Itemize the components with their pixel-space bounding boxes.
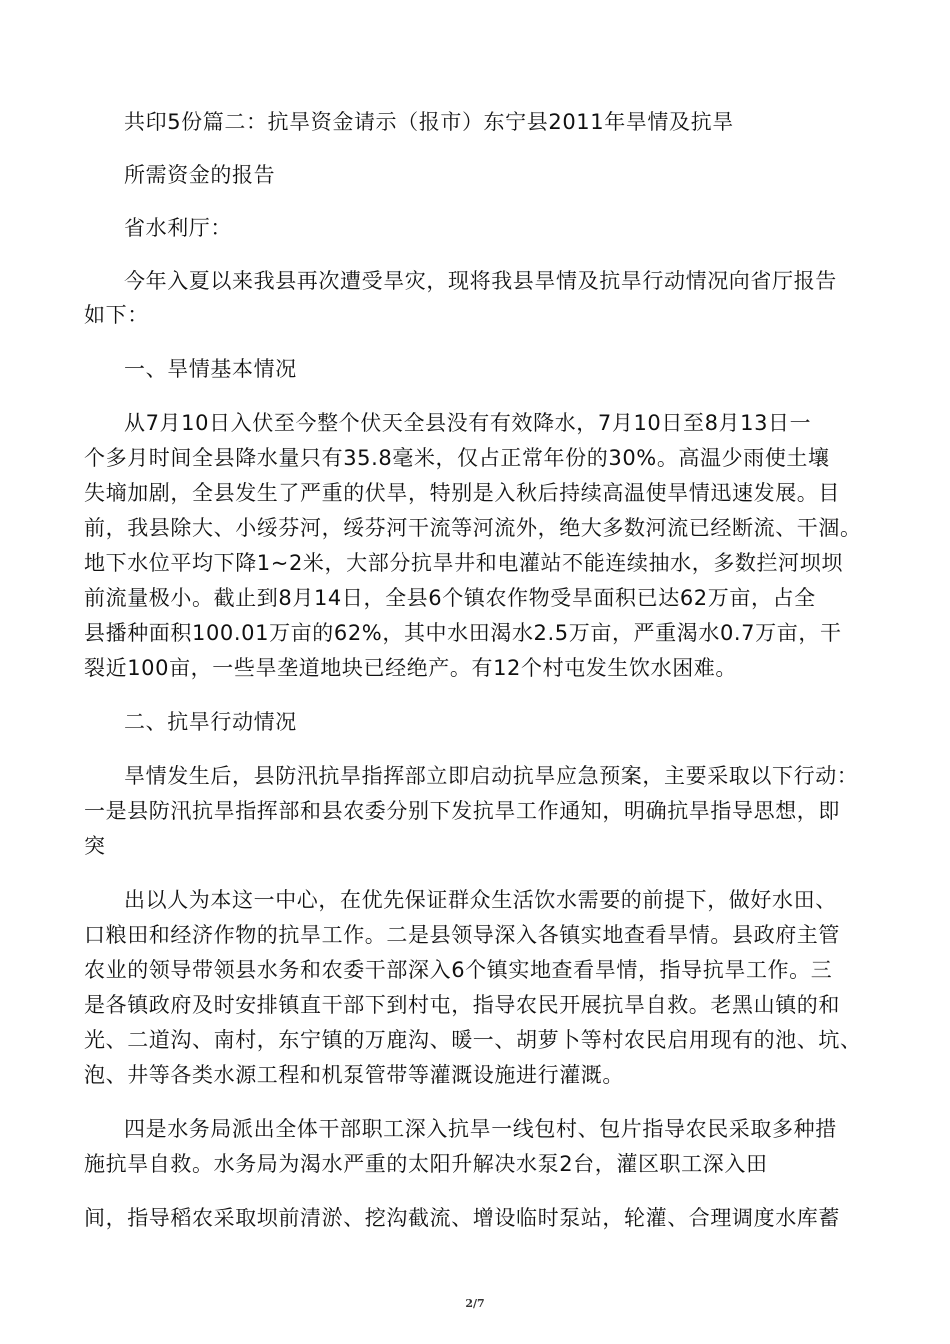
paragraph-line: 四是水务局派出全体干部职工深入抗旱一线包村、包片指导农民采取多种措 [124, 1117, 837, 1141]
paragraph-line: 个多月时间全县降水量只有35.8毫米，仅占正常年份的30%。高温少雨使土壤 [84, 446, 830, 470]
paragraph-line: 农业的领导带领县水务和农委干部深入6个镇实地查看旱情，指导抗旱工作。三 [84, 958, 833, 982]
paragraph-line: 失墒加剧，全县发生了严重的伏旱，特别是入秋后持续高温使旱情迅速发展。目 [84, 481, 840, 505]
paragraph-line: 出以人为本这一中心，在优先保证群众生活饮水需要的前提下，做好水田、 [124, 888, 837, 912]
paragraph-line: 裂近100亩，一些旱垄道地块已经绝产。有12个村屯发生饮水困难。 [84, 656, 738, 680]
salutation: 省水利厅： [124, 216, 232, 240]
paragraph-line: 县播种面积100.01万亩的62%，其中水田渴水2.5万亩，严重渴水0.7万亩，干 [84, 621, 842, 645]
paragraph-line: 从7月10日入伏至今整个伏天全县没有有效降水，7月10日至8月13日一 [124, 411, 812, 435]
paragraph-line: 一是县防汛抗旱指挥部和县农委分别下发抗旱工作通知，明确抗旱指导思想，即 [84, 799, 840, 823]
paragraph-line: 地下水位平均下降1~2米，大部分抗旱井和电灌站不能连续抽水，多数拦河坝坝 [84, 551, 843, 575]
paragraph-line: 间，指导稻农采取坝前清淤、挖沟截流、增设临时泵站，轮灌、合理调度水库蓄 [84, 1206, 840, 1230]
paragraph-line: 光、二道沟、南村，东宁镇的万鹿沟、暖一、胡萝卜等村农民启用现有的池、坑、 [84, 1028, 862, 1052]
paragraph-line: 前，我县除大、小绥芬河，绥芬河干流等河流外，绝大多数河流已经断流、干涸。 [84, 516, 862, 540]
paragraph-line: 今年入夏以来我县再次遭受旱灾，现将我县旱情及抗旱行动情况向省厅报告 [124, 269, 837, 293]
paragraph-line: 旱情发生后，县防汛抗旱指挥部立即启动抗旱应急预案，主要采取以下行动： [124, 764, 859, 788]
paragraph-line: 口粮田和经济作物的抗旱工作。二是县领导深入各镇实地查看旱情。县政府主管 [84, 923, 840, 947]
heading-line-2: 所需资金的报告 [124, 163, 276, 187]
section-heading-1: 一、旱情基本情况 [124, 357, 297, 381]
heading-line-1: 共印5份篇二：抗旱资金请示（报市）东宁县2011年旱情及抗旱 [124, 110, 734, 134]
paragraph-line: 如下： [84, 303, 149, 327]
paragraph-line: 前流量极小。截止到8月14日，全县6个镇农作物受旱面积已达62万亩，占全 [84, 586, 816, 610]
paragraph-line: 施抗旱自救。水务局为渴水严重的太阳升解决水泵2台，灌区职工深入田 [84, 1152, 768, 1176]
paragraph-line: 突 [84, 834, 106, 858]
page-number: 2/7 [465, 1297, 485, 1310]
paragraph-line: 是各镇政府及时安排镇直干部下到村屯，指导农民开展抗旱自救。老黑山镇的和 [84, 993, 840, 1017]
paragraph-line: 泡、井等各类水源工程和机泵管带等灌溉设施进行灌溉。 [84, 1063, 624, 1087]
section-heading-2: 二、抗旱行动情况 [124, 710, 297, 734]
